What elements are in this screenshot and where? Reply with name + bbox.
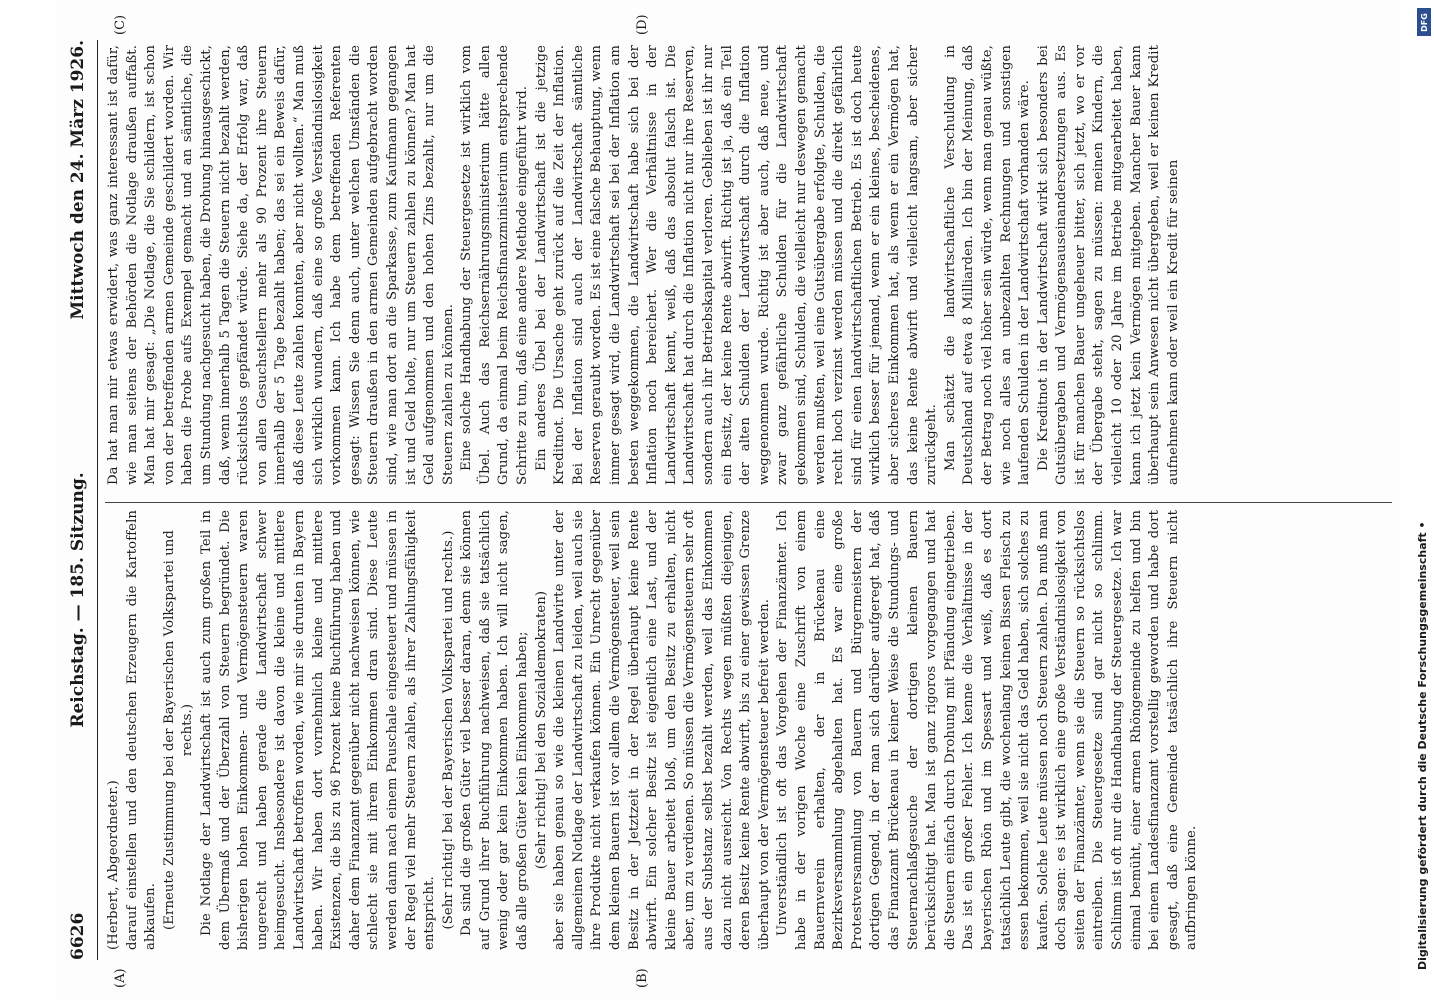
- margin-marker-b: (B): [635, 968, 650, 988]
- digitization-sidebar: [1414, 10, 1432, 990]
- paragraph: Die Kreditnot in der Landwirtschaft wirkt sich besonders bei Gutsübergaben und Vermögensauseinandersetzungen aus. Es ist für manchen Bauer ungeheuer bitter, sich jetzt, wo er vor der Übergabe steht, sagen zu müssen: meinen Kindern, die vielleicht 10 oder 20 Jahre im Betriebe mitgearbeitet haben, kann ich jetzt kein Vermögen mitgeben. Mancher Bauer kann überhaupt sein Anwesen nicht übergeben, weil er keinen Kredit aufnehmen kann oder weil ein Kredit für seinen: [1035, 45, 1181, 485]
- document-page: [55, 0, 1400, 1000]
- paragraph: Die Notlage der Landwirtschaft ist auch zum großen Teil in dem Übermaß und der Überzahl von Steuern begründet. Die bisherigen hohen Einkommen- und Vermögensteuern waren ungerecht und haben gerade die Landwirtschaft schwer heimgesucht. Insbesondere ist davon die kleine und mittlere Landwirtschaft betroffen worden, wie mir sie drunten in Bayern haben. Wir haben dort vornehmlich kleine und mittlere Existenzen, die bis zu 96 Prozent keine Buchführung haben und daher dem Finanzamt gegenüber nicht nachweisen können, wie schlecht sie mit ihrem Einkommen dran sind. Diese Leute werden dann nach einem Pauschale eingesteuert und müssen in der Regel viel mehr Steuern zahlen, als ihrer Zahlungsfähigkeit entspricht.: [198, 510, 438, 950]
- paragraph: (Sehr richtig! bei der Bayerischen Volkspartei und rechts.): [440, 530, 456, 930]
- paragraph: Da hat man mir etwas erwidert, was ganz interessant ist dafür, wie man seitens der Behörden die Notlage draußen auffaßt. Man hat mir gesagt: „Die Notlage, die Sie schildern, ist schon von der betreffenden armen Gemeinde geschildert worden. Wir haben die Probe aufs Exempel gemacht und an sämtliche, die um Stundung nachgesucht haben, die Drohung hinausgeschickt, daß, wenn innerhalb 5 Tagen die Steuern nicht bezahlt werden, rücksichtslos gepfändet würde. Siehe da, der Erfolg war, daß von allen Gesuchstellern mehr als 90 Prozent ihre Steuern innerhalb der 5 Tage bezahlt haben; das sei ein Beweis dafür, daß diese Leute zahlen konnten, aber nicht wollten.“ Man muß sich wirklich wundern, daß eine so große Verständnislosigkeit vorkommen kann. Ich habe dem betreffenden Referenten gesagt: Wissen Sie denn auch, unter welchen Umständen die Steuern draußen in den armen Gemeinden aufgebracht worden sind, wie man dort an die Sparkasse, zum Kaufmann gegangen ist und Geld holte, nur um Steuern zahlen zu können? Man hat Geld aufgenommen und den hohen Zins bezahlt, nur um die Steuern zahlen zu können.: [106, 45, 456, 485]
- paragraph: aber sie haben genau so wie die kleinen Landwirte unter der allgemeinen Notlage der Landwirtschaft zu leiden, weil auch sie ihre Produkte nicht verkaufen können. Ein Unrecht gegenüber dem kleinen Bauern ist vor allem die Vermögensteuer, weil sein Besitz in der Jetztzeit in der Regel überhaupt keine Rente abwirft. Ein solcher Besitz ist eigentlich eine Last, und der kleine Bauer arbeitet bloß, um den Besitz zu erhalten, nicht aber, um zu verdienen. So müssen die Vermögensteuern sehr oft aus der Substanz selbst bezahlt werden, weil das Einkommen dazu nicht ausreicht. Von Rechts wegen müßten diejenigen, deren Besitz keine Rente abwirft, bis zu einer gewissen Grenze überhaupt von der Vermögensteuer befreit werden.: [552, 510, 772, 950]
- right-text-column: [105, 45, 1392, 485]
- digitization-note: Digitalisierung gefördert durch die Deutsche Forschungsgemeinschaft •: [1416, 521, 1429, 970]
- header-rule: [97, 40, 98, 960]
- paragraph: (Sehr richtig! bei den Sozialdemokraten): [533, 590, 549, 870]
- page-header: [63, 40, 93, 960]
- session-title: Reichstag. — 185. Sitzung.: [68, 472, 88, 728]
- paragraph: Man schätzt die landwirtschaftliche Verschuldung in Deutschland auf etwa 8 Milliarden. Ich bin der Meinung, daß der Betrag noch viel höher sein würde, wenn man genau wüßte, wie noch alles an unbezahlten Rechnungen und sonstigen laufenden Schulden in der Landwirtschaft vorhanden wäre.: [942, 45, 1033, 485]
- paragraph: Ein anderes Übel bei der Landwirtschaft ist die jetzige Kreditnot. Die Ursache geht zurück auf die Zeit der Inflation. Bei der Inflation sind auch der Landwirtschaft sämtliche Reserven geraubt worden. Es ist eine falsche Behauptung, wenn immer gesagt wird, die Landwirtschaft sei bei der Inflation am besten weggekommen, die Landwirtschaft habe sich bei der Inflation noch bereichert. Wer die Verhältnisse in der Landwirtschaft kennt, weiß, daß das absolut falsch ist. Die Landwirtschaft hat durch die Inflation nicht nur ihre Reserven, sondern auch ihr Betriebskapital verloren. Geblieben ist ihr nur ein Besitz, der keine Rente abwirft. Richtig ist ja, daß ein Teil der alten Schulden der Landwirtschaft durch die Inflation weggenommen wurde. Richtig ist aber auch, daß neue, und zwar ganz gefährliche Schulden für die Landwirtschaft gekommen sind, Schulden, die vielleicht nur deswegen gemacht werden mußten, weil eine Gutsübergabe erfolgte, Schulden, die recht hoch verzinst werden müssen und die direkt gefährlich sind für einen landwirtschaftlichen Betrieb. Es ist doch heute wirklich besser für jemand, wenn er ein kleines, bescheidenes, aber sicheres Einkommen hat, als wenn er ein Vermögen hat, das keine Rente abwirft und vielleicht langsam, aber sicher zurückgeht.: [533, 45, 940, 485]
- paragraph: (Erneute Zustimmung bei der Bayerischen Volkspartei und rechts.): [161, 530, 196, 930]
- paragraph: Unverständlich ist oft das Vorgehen der Finanzämter. Ich habe in der vorigen Woche eine Zuschrift von einem Bauernverein erhalten, der in Brückenau eine Bezirksversammlung abgehalten hat. Es war eine große Protestversammlung von Bauern und Bürgermeistern der dortigen Gegend, in der man sich darüber aufgeregt hat, daß das Finanzamt Brückenau in keiner Weise die Stundungs- und Steuernachlaßgesuche der dortigen kleinen Bauern berücksichtigt hat. Man ist ganz rigoros vorgegangen und hat die Steuern einfach durch Drohung mit Pfändung eingetrieben. Das ist ein großer Fehler. Ich kenne die Verhältnisse in der bayerischen Rhön und im Spessart und weiß, daß es dort tatsächlich Leute gibt, die wochenlang keinen Bissen Fleisch zu essen bekommen, weil sie nicht das Geld haben, sich solches zu kaufen. Solche Leute müssen noch Steuern zahlen. Da muß man doch sagen: es ist wirklich eine große Verständnislosigkeit von seiten der Finanzämter, wenn sie die Steuern so rücksichtslos eintreiben. Die Steuergesetze sind gar nicht so schlimm. Schlimm ist oft nur die Handhabung der Steuergesetze. Ich war einmal bemüht, einer armen Rhöngemeinde zu helfen und bin bei einem Landesfinanzamt vorstellig geworden und habe dort gesagt, daß eine Gemeinde tatsächlich ihre Steuern nicht aufbringen könne.: [775, 510, 1200, 950]
- paragraph: darauf einstellen und den deutschen Erzeugern die Kartoffeln abkaufen.: [124, 510, 159, 950]
- paragraph: Eine solche Handhabung der Steuergesetze ist wirklich vom Übel. Auch das Reichsernährungsministerium hätte allen Grund, da einmal beim Reichsfinanzministerium entsprechende Schritte zu tun, daß eine andere Methode eingeführt wird.: [459, 45, 531, 485]
- dfg-logo-text: DFG: [1419, 12, 1429, 32]
- margin-marker-c: (C): [113, 14, 128, 35]
- left-text-column: [105, 510, 1392, 950]
- margin-marker-d: (D): [635, 14, 650, 35]
- session-date: Mittwoch den 24. März 1926.: [68, 40, 88, 320]
- column-divider: [105, 502, 1392, 503]
- page-number: 6626: [68, 912, 88, 960]
- paragraph: (Herbert, Abgeordneter.): [106, 780, 121, 950]
- paragraph: Da sind die großen Güter viel besser daran, denn sie können auf Grund ihrer Buchführung nachweisen, daß sie tatsächlich wenig oder gar kein Einkommen haben. Ich will nicht sagen, daß alle großen Güter kein Einkommen haben;: [459, 510, 531, 950]
- margin-marker-a: (A): [113, 968, 128, 988]
- dfg-logo: [1417, 8, 1431, 36]
